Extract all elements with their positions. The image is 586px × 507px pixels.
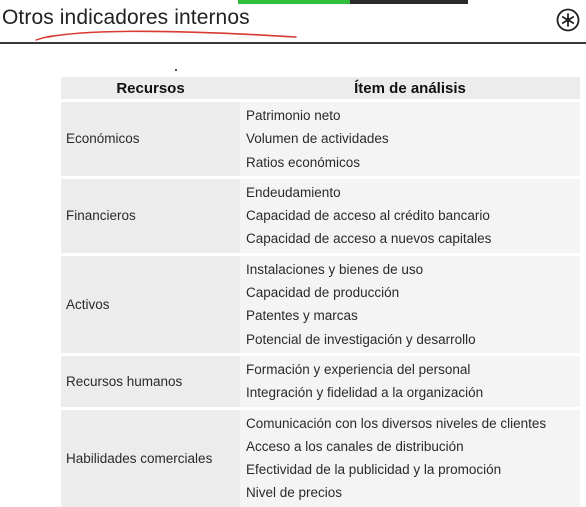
analysis-item: Potencial de investigación y desarrollo — [246, 331, 476, 347]
analysis-item: Patrimonio neto — [246, 108, 341, 123]
stray-mark — [175, 69, 177, 71]
slide-title: Otros indicadores internos — [2, 6, 250, 29]
analysis-item: Capacidad de producción — [246, 285, 400, 301]
resource-cell: Financieros — [61, 177, 240, 254]
analysis-item: Acceso a los canales de distribución — [246, 438, 464, 454]
header-resources: Recursos — [61, 77, 240, 101]
resource-cell: Recursos humanos — [61, 354, 240, 408]
header-analysis-item: Ítem de análisis — [240, 77, 580, 101]
analysis-item: Instalaciones y bienes de uso — [246, 261, 424, 277]
analysis-item: Capacidad de acceso al crédito bancario — [246, 208, 490, 224]
resource-cell: Económicos — [61, 101, 240, 178]
analysis-item: Patentes y marcas — [246, 308, 358, 324]
table-row — [61, 177, 580, 254]
progress-remaining — [350, 0, 468, 4]
analysis-item: Capacidad de acceso a nuevos capitales — [246, 231, 492, 247]
analysis-item: Volumen de actividades — [246, 131, 389, 147]
table-row — [61, 101, 580, 178]
table-row — [61, 254, 580, 354]
resource-cell: Activos — [61, 254, 240, 354]
progress-fill — [238, 0, 350, 4]
items-cell — [240, 177, 580, 254]
analysis-item: Endeudamiento — [246, 184, 341, 200]
table-header-row — [61, 77, 580, 101]
table-row — [61, 408, 580, 507]
video-progress-bar — [238, 0, 468, 4]
university-seal-icon — [556, 8, 580, 32]
analysis-item: Formación y experiencia del personal — [246, 361, 471, 377]
title-divider — [0, 42, 586, 44]
analysis-item: Integración y fidelidad a la organización — [246, 385, 484, 401]
analysis-item: Comunicación con los diversos niveles de clientes — [246, 415, 547, 431]
analysis-item: Nivel de precios — [246, 485, 343, 501]
resource-cell: Habilidades comerciales — [61, 408, 240, 507]
items-cell — [240, 101, 580, 178]
items-cell — [240, 254, 580, 354]
analysis-item: Ratios económicos — [246, 154, 361, 170]
items-cell — [240, 408, 580, 507]
indicators-table — [61, 77, 580, 507]
items-cell — [240, 354, 580, 408]
table-row — [61, 354, 580, 408]
analysis-item: Efectividad de la publicidad y la promoción — [246, 462, 502, 478]
